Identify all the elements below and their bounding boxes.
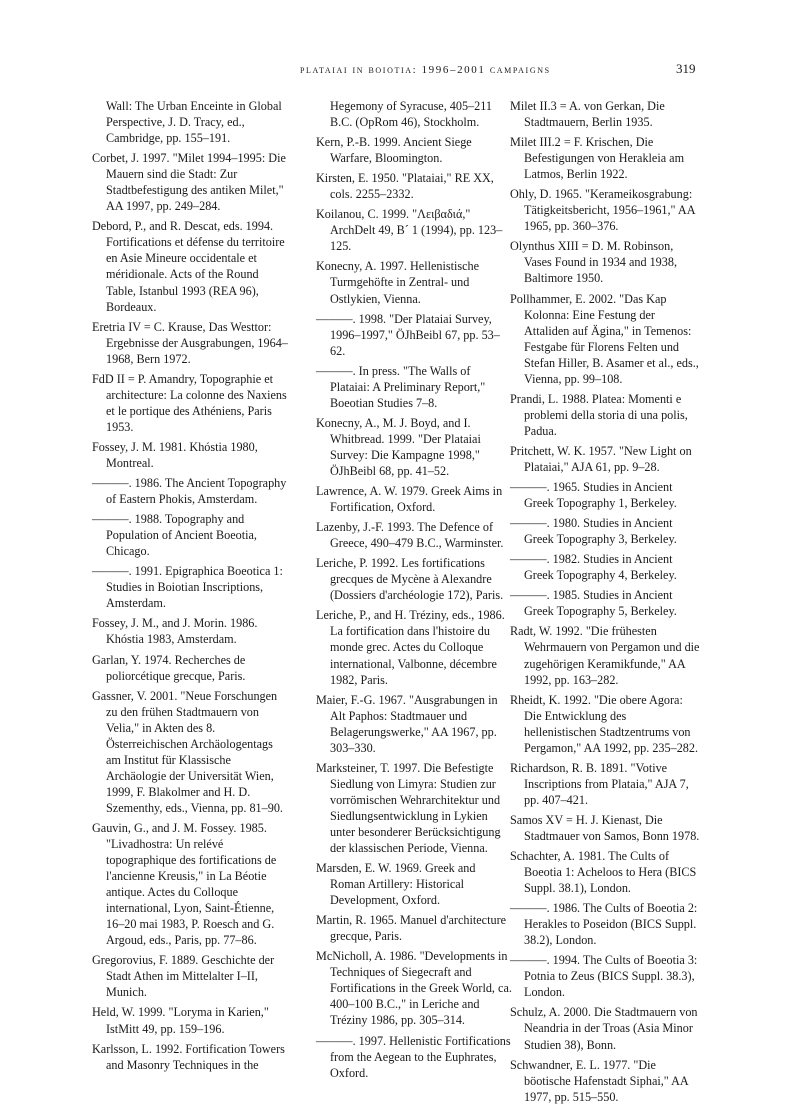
bib-entry: Konecny, A., M. J. Boyd, and I. Whitbread. 1999. "Der Plataiai Survey: Die Kampagne 1998," ÖJhBeibl 68, pp. 41–52. — [316, 415, 481, 478]
bib-entry: Konecny, A. 1997. Hellenistische Turmgehöfte in Zentral- und Ostlykien, Vienna. — [316, 259, 480, 306]
bib-entry: Hegemony of Syracuse, 405–211 B.C. (OpRom 46), Stockholm. — [330, 99, 493, 130]
bib-entry: Garlan, Y. 1974. Recherches de poliorcétique grecque, Paris. — [92, 652, 246, 683]
bib-entry: Radt, W. 1992. "Die frühesten Wehrmauern von Pergamon und die zugehörigen Keramikfunde," AA 1992, pp. 163–282. — [510, 624, 700, 687]
bib-entry: Kirsten, E. 1950. "Plataiai," RE XX, cols. 2255–2332. — [316, 171, 494, 202]
bib-entry: Schulz, A. 2000. Die Stadtmauern von Neandria in der Troas (Asia Minor Studien 38), Bonn. — [510, 1005, 698, 1052]
bib-entry: Lazenby, J.-F. 1993. The Defence of Greece, 490–479 B.C., Warminster. — [316, 520, 504, 551]
bib-entry: ———. 1982. Studies in Ancient Greek Topography 4, Berkeley. — [510, 552, 677, 583]
bib-entry: Leriche, P., and H. Tréziny, eds., 1986. La fortification dans l'histoire du monde grec. Actes du Colloque international, Valbonne, décembre 1982, Paris. — [316, 608, 505, 687]
bib-entry: ———. In press. "The Walls of Plataiai: A Preliminary Report," Boeotian Studies 7–8. — [316, 363, 486, 410]
bib-entry: Gauvin, G., and J. M. Fossey. 1985. "Livadhostra: Un relévé topographique des fortifications de l'ancienne Kreusis," in La Béotie antique. Actes du Colloque international, Lyon, Saint-Étienne, 16–20 mai 1983, P. Roesch and G. Argoud, eds., Paris, pp. 77–86. — [92, 820, 277, 948]
bib-entry: Olynthus XIII = D. M. Robinson, Vases Found in 1934 and 1938, Baltimore 1950. — [510, 239, 678, 286]
bib-entry: ———. 1965. Studies in Ancient Greek Topography 1, Berkeley. — [510, 480, 677, 511]
bib-entry: Martin, R. 1965. Manuel d'architecture grecque, Paris. — [316, 913, 507, 944]
bib-entry: Leriche, P. 1992. Les fortifications grecques de Mycène à Alexandre (Dossiers d'archéologie 172), Paris. — [316, 556, 504, 603]
bibliography-column-1 — [92, 98, 288, 1077]
bib-entry: Prandi, L. 1988. Platea: Momenti e problemi della storia di una polis, Padua. — [510, 391, 688, 438]
bib-entry: Fossey, J. M., and J. Morin. 1986. Khóstia 1983, Amsterdam. — [92, 616, 258, 647]
bib-entry: ———. 1998. "Der Plataiai Survey, 1996–1997," ÖJhBeibl 67, pp. 53–62. — [316, 311, 500, 358]
bib-entry: Pollhammer, E. 2002. "Das Kap Kolonna: Eine Festung der Attaliden auf Ägina," in Temenos: Festgabe für Florens Felten und Stefan Hiller, B. Asamer et al., eds., Vienna, pp. 99–108. — [510, 291, 699, 386]
bib-entry: Corbet, J. 1997. "Milet 1994–1995: Die Mauern sind die Stadt: Zur Stadtbefestigung des antiken Milet," AA 1997, pp. 249–284. — [92, 151, 286, 214]
bib-entry: Schachter, A. 1981. The Cults of Boeotia 1: Acheloos to Hera (BICS Suppl. 38.1), London. — [510, 849, 697, 896]
bib-entry: Maier, F.-G. 1967. "Ausgrabungen in Alt Paphos: Stadtmauer und Belagerungswerke," AA 1967, pp. 303–330. — [316, 692, 498, 755]
bib-entry: McNicholl, A. 1986. "Developments in Techniques of Siegecraft and Fortifications in the Greek World, ca. 400–100 B.C.," in Leriche and Tréziny 1986, pp. 305–314. — [316, 949, 512, 1028]
bib-entry: Koilanou, C. 1999. "Λειβαδιά," ArchDelt 49, B´ 1 (1994), pp. 123–125. — [316, 207, 503, 254]
bib-entry: ———. 1991. Epigraphica Boeotica 1: Studies in Boiotian Inscriptions, Amsterdam. — [92, 564, 283, 611]
bib-entry: Held, W. 1999. "Loryma in Karien," IstMitt 49, pp. 159–196. — [92, 1005, 269, 1036]
bib-entry: Ohly, D. 1965. "Kerameikosgrabung: Tätigkeitsbericht, 1956–1961," AA 1965, pp. 360–376. — [510, 187, 695, 234]
running-head-text: plataiai in boiotia: 1996–2001 campaigns — [300, 64, 551, 76]
bib-entry: FdD II = P. Amandry, Topographie et architecture: La colonne des Naxiens et le portique des Athéniens, Paris 1953. — [92, 371, 287, 434]
bib-entry: Pritchett, W. K. 1957. "New Light on Plataiai," AJA 61, pp. 9–28. — [510, 443, 692, 474]
bib-entry: Gregorovius, F. 1889. Geschichte der Stadt Athen im Mittelalter I–II, Munich. — [92, 953, 275, 1000]
bibliography-column-3 — [510, 98, 700, 1109]
bibliography-column-2 — [316, 98, 512, 1085]
bib-entry: Samos XV = H. J. Kienast, Die Stadtmauer von Samos, Bonn 1978. — [510, 812, 700, 843]
bib-entry: ———. 1986. The Cults of Boeotia 2: Herakles to Poseidon (BICS Suppl. 38.2), London. — [510, 901, 698, 948]
bib-entry: Richardson, R. B. 1891. "Votive Inscriptions from Plataia," AJA 7, pp. 407–421. — [510, 760, 689, 807]
bib-entry: Eretria IV = C. Krause, Das Westtor: Ergebnisse der Ausgrabungen, 1964–1968, Bern 1972. — [92, 319, 288, 366]
bib-entry: ———. 1994. The Cults of Boeotia 3: Potnia to Zeus (BICS Suppl. 38.3), London. — [510, 953, 698, 1000]
bib-entry: Milet II.3 = A. von Gerkan, Die Stadtmauern, Berlin 1935. — [510, 99, 665, 130]
bib-entry: ———. 1986. The Ancient Topography of Eastern Phokis, Amsterdam. — [92, 476, 287, 507]
bib-entry: Schwandner, E. L. 1977. "Die böotische Hafenstadt Siphai," AA 1977, pp. 515–550. — [510, 1057, 689, 1104]
bib-entry: Marsden, E. W. 1969. Greek and Roman Artillery: Historical Development, Oxford. — [316, 861, 476, 908]
bib-entry: Rheidt, K. 1992. "Die obere Agora: Die Entwicklung des hellenistischen Stadtzentrums von Pergamon," AA 1992, pp. 235–282. — [510, 692, 699, 755]
bib-entry: Marksteiner, T. 1997. Die Befestigte Siedlung von Limyra: Studien zur vorrömischen Wehrarchitektur und Siedlungsentwicklung in Lykien unter besonderer Berücksichtigung der klassischen Periode, Vienna. — [316, 760, 501, 856]
bib-entry: Wall: The Urban Enceinte in Global Perspective, J. D. Tracy, ed., Cambridge, pp. 155–191. — [106, 99, 282, 146]
bib-entry: Gassner, V. 2001. "Neue Forschungen zu den frühen Stadtmauern von Velia," in Akten des 8. Österreichischen Archäologentags am Institut für Klassische Archäologie der Universität Wien, 1999, F. Blakolmer and H. D. Szementhy, eds., Vienna, pp. 81–90. — [92, 688, 283, 815]
bib-entry: Milet III.2 = F. Krischen, Die Befestigungen von Herakleia am Latmos, Berlin 1922. — [510, 135, 685, 182]
running-head — [300, 64, 630, 76]
bib-entry: Karlsson, L. 1992. Fortification Towers and Masonry Techniques in the — [92, 1041, 285, 1072]
bib-entry: ———. 1985. Studies in Ancient Greek Topography 5, Berkeley. — [510, 588, 677, 619]
bib-entry: Fossey, J. M. 1981. Khóstia 1980, Montreal. — [92, 439, 258, 470]
bib-entry: ———. 1997. Hellenistic Fortifications from the Aegean to the Euphrates, Oxford. — [316, 1033, 511, 1080]
bib-entry: Debord, P., and R. Descat, eds. 1994. Fortifications et défense du territoire en Asie Mineure occidentale et méridionale. Acts of the Round Table, Istanbul 1993 (REA 96), Bordeaux. — [92, 219, 285, 314]
bib-entry: Lawrence, A. W. 1979. Greek Aims in Fortification, Oxford. — [316, 484, 503, 515]
bib-entry: ———. 1980. Studies in Ancient Greek Topography 3, Berkeley. — [510, 516, 677, 547]
page-number: 319 — [676, 61, 696, 76]
bib-entry: Kern, P.-B. 1999. Ancient Siege Warfare, Bloomington. — [316, 135, 472, 166]
bib-entry: ———. 1988. Topography and Population of Ancient Boeotia, Chicago. — [92, 512, 257, 559]
